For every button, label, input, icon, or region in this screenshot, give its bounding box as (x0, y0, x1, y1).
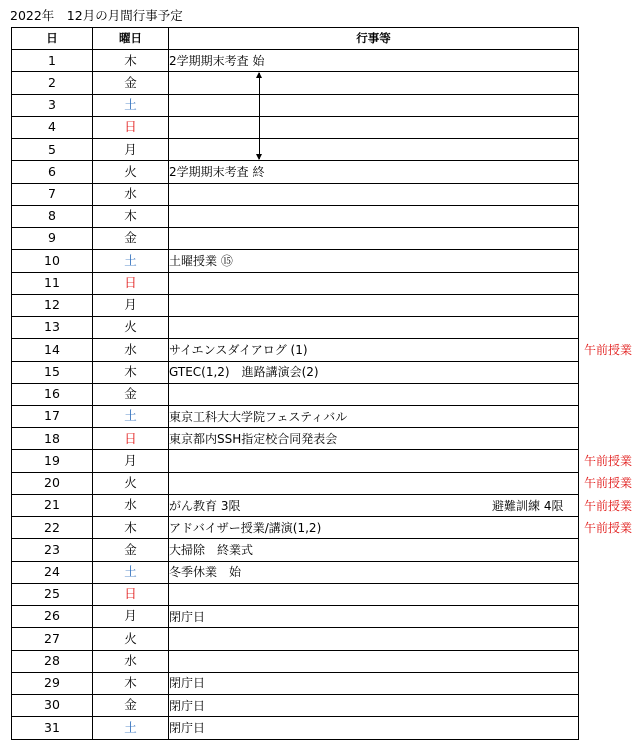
table-row (12, 250, 579, 272)
event-cell (169, 494, 632, 516)
event-cell (169, 116, 579, 138)
page-title: 2022年 12月の月間行事予定 (10, 8, 183, 23)
table-row (12, 672, 579, 694)
day-cell: 29 (12, 672, 93, 694)
header-day: 日 (12, 28, 93, 50)
weekday-cell: 火 (93, 161, 169, 183)
day-cell: 23 (12, 539, 93, 561)
day-cell: 25 (12, 583, 93, 605)
event-cell (169, 561, 579, 583)
event-cell (169, 472, 632, 494)
weekday-cell: 土 (93, 717, 169, 739)
table-row (12, 72, 579, 94)
weekday-cell: 水 (93, 650, 169, 672)
event-text: 閉庁日 (169, 676, 206, 691)
event-cell (169, 94, 579, 116)
day-cell: 10 (12, 250, 93, 272)
event-cell (169, 583, 579, 605)
event-cell (169, 650, 579, 672)
event-cell (169, 383, 579, 405)
event-note: 避難訓練 4限 (492, 498, 564, 513)
half-day-note: 午前授業 (584, 520, 632, 535)
event-cell (169, 250, 579, 272)
event-text: GTEC(1,2) 進路講演会(2) (169, 365, 319, 380)
event-cell (169, 50, 579, 72)
day-cell: 13 (12, 317, 93, 339)
day-cell: 12 (12, 294, 93, 316)
event-text: がん教育 3限 (169, 498, 241, 513)
table-row (12, 161, 579, 183)
event-text: 2学期期末考査 終 (169, 165, 265, 180)
event-cell (169, 205, 579, 227)
day-cell: 11 (12, 272, 93, 294)
weekday-cell: 金 (93, 383, 169, 405)
half-day-note: 午前授業 (584, 476, 632, 491)
table-row (12, 183, 579, 205)
table-row (12, 517, 579, 539)
event-cell (169, 161, 579, 183)
event-cell (169, 183, 579, 205)
day-cell: 27 (12, 628, 93, 650)
event-cell (169, 339, 632, 361)
table-row (12, 50, 579, 72)
weekday-cell: 金 (93, 72, 169, 94)
event-cell (169, 717, 579, 739)
table-row (12, 205, 579, 227)
weekday-cell: 金 (93, 695, 169, 717)
event-text: 冬季休業 始 (169, 565, 242, 580)
table-row (12, 606, 579, 628)
event-cell (169, 517, 632, 539)
event-cell (169, 317, 579, 339)
table-row (12, 317, 579, 339)
half-day-note: 午前授業 (584, 454, 632, 469)
event-cell (169, 405, 579, 427)
table-row (12, 428, 579, 450)
event-cell (169, 228, 579, 250)
table-row (12, 539, 579, 561)
event-cell (169, 539, 579, 561)
table-row (12, 272, 579, 294)
day-cell: 28 (12, 650, 93, 672)
table-row (12, 339, 579, 361)
event-text: 2学期期末考査 始 (169, 53, 265, 68)
table-row (12, 472, 579, 494)
event-text: 閉庁日 (169, 609, 206, 624)
weekday-cell: 日 (93, 583, 169, 605)
schedule-table (11, 27, 632, 740)
day-cell: 21 (12, 494, 93, 516)
event-cell (169, 139, 579, 161)
event-cell (169, 72, 579, 94)
day-cell: 9 (12, 228, 93, 250)
event-cell (169, 294, 579, 316)
weekday-cell: 金 (93, 539, 169, 561)
event-cell (169, 606, 579, 628)
table-row (12, 94, 579, 116)
weekday-cell: 日 (93, 428, 169, 450)
day-cell: 17 (12, 405, 93, 427)
event-cell (169, 628, 579, 650)
day-cell: 31 (12, 717, 93, 739)
table-row (12, 294, 579, 316)
weekday-cell: 火 (93, 472, 169, 494)
day-cell: 7 (12, 183, 93, 205)
day-cell: 20 (12, 472, 93, 494)
day-cell: 22 (12, 517, 93, 539)
table-row (12, 361, 579, 383)
event-text: アドバイザー授業/講演(1,2) (169, 520, 322, 535)
table-row (12, 116, 579, 138)
weekday-cell: 月 (93, 606, 169, 628)
weekday-cell: 水 (93, 494, 169, 516)
day-cell: 8 (12, 205, 93, 227)
weekday-cell: 木 (93, 50, 169, 72)
weekday-cell: 水 (93, 339, 169, 361)
event-text: 閉庁日 (169, 720, 206, 735)
event-text: サイエンスダイアログ (1) (169, 342, 308, 357)
event-text: 土曜授業 ⑮ (169, 253, 233, 268)
day-cell: 30 (12, 695, 93, 717)
table-row (12, 628, 579, 650)
day-cell: 16 (12, 383, 93, 405)
table-row (12, 695, 579, 717)
event-text: 大掃除 終業式 (169, 543, 254, 557)
event-cell (169, 361, 579, 383)
weekday-cell: 土 (93, 405, 169, 427)
day-cell: 1 (12, 50, 93, 72)
weekday-cell: 木 (93, 517, 169, 539)
weekday-cell: 土 (93, 94, 169, 116)
weekday-cell: 木 (93, 361, 169, 383)
weekday-cell: 水 (93, 183, 169, 205)
weekday-cell: 金 (93, 228, 169, 250)
day-cell: 5 (12, 139, 93, 161)
half-day-note: 午前授業 (584, 498, 632, 513)
table-row (12, 139, 579, 161)
day-cell: 14 (12, 339, 93, 361)
table-row (12, 405, 579, 427)
event-text: 東京工科大大学院フェスティバル (169, 409, 348, 424)
event-text: 閉庁日 (169, 698, 206, 713)
weekday-cell: 火 (93, 317, 169, 339)
weekday-cell: 火 (93, 628, 169, 650)
weekday-cell: 土 (93, 561, 169, 583)
header-row (12, 28, 579, 50)
table-row (12, 650, 579, 672)
weekday-cell: 月 (93, 139, 169, 161)
day-cell: 19 (12, 450, 93, 472)
event-cell (169, 450, 632, 472)
half-day-note: 午前授業 (584, 342, 632, 357)
table-row (12, 561, 579, 583)
day-cell: 2 (12, 72, 93, 94)
table-row (12, 717, 579, 739)
event-cell (169, 672, 579, 694)
day-cell: 6 (12, 161, 93, 183)
weekday-cell: 日 (93, 272, 169, 294)
table-row (12, 583, 579, 605)
day-cell: 18 (12, 428, 93, 450)
weekday-cell: 月 (93, 450, 169, 472)
table-row (12, 383, 579, 405)
event-cell (169, 428, 579, 450)
day-cell: 15 (12, 361, 93, 383)
weekday-cell: 日 (93, 116, 169, 138)
event-text: 東京都内SSH指定校合同発表会 (169, 431, 338, 446)
table-row (12, 494, 579, 516)
header-weekday: 曜日 (93, 28, 169, 50)
weekday-cell: 土 (93, 250, 169, 272)
weekday-cell: 木 (93, 672, 169, 694)
day-cell: 4 (12, 116, 93, 138)
event-cell (169, 695, 579, 717)
day-cell: 24 (12, 561, 93, 583)
weekday-cell: 木 (93, 205, 169, 227)
day-cell: 26 (12, 606, 93, 628)
table-row (12, 228, 579, 250)
weekday-cell: 月 (93, 294, 169, 316)
day-cell: 3 (12, 94, 93, 116)
event-cell (169, 272, 579, 294)
header-events: 行事等 (169, 28, 579, 50)
table-row (12, 450, 579, 472)
